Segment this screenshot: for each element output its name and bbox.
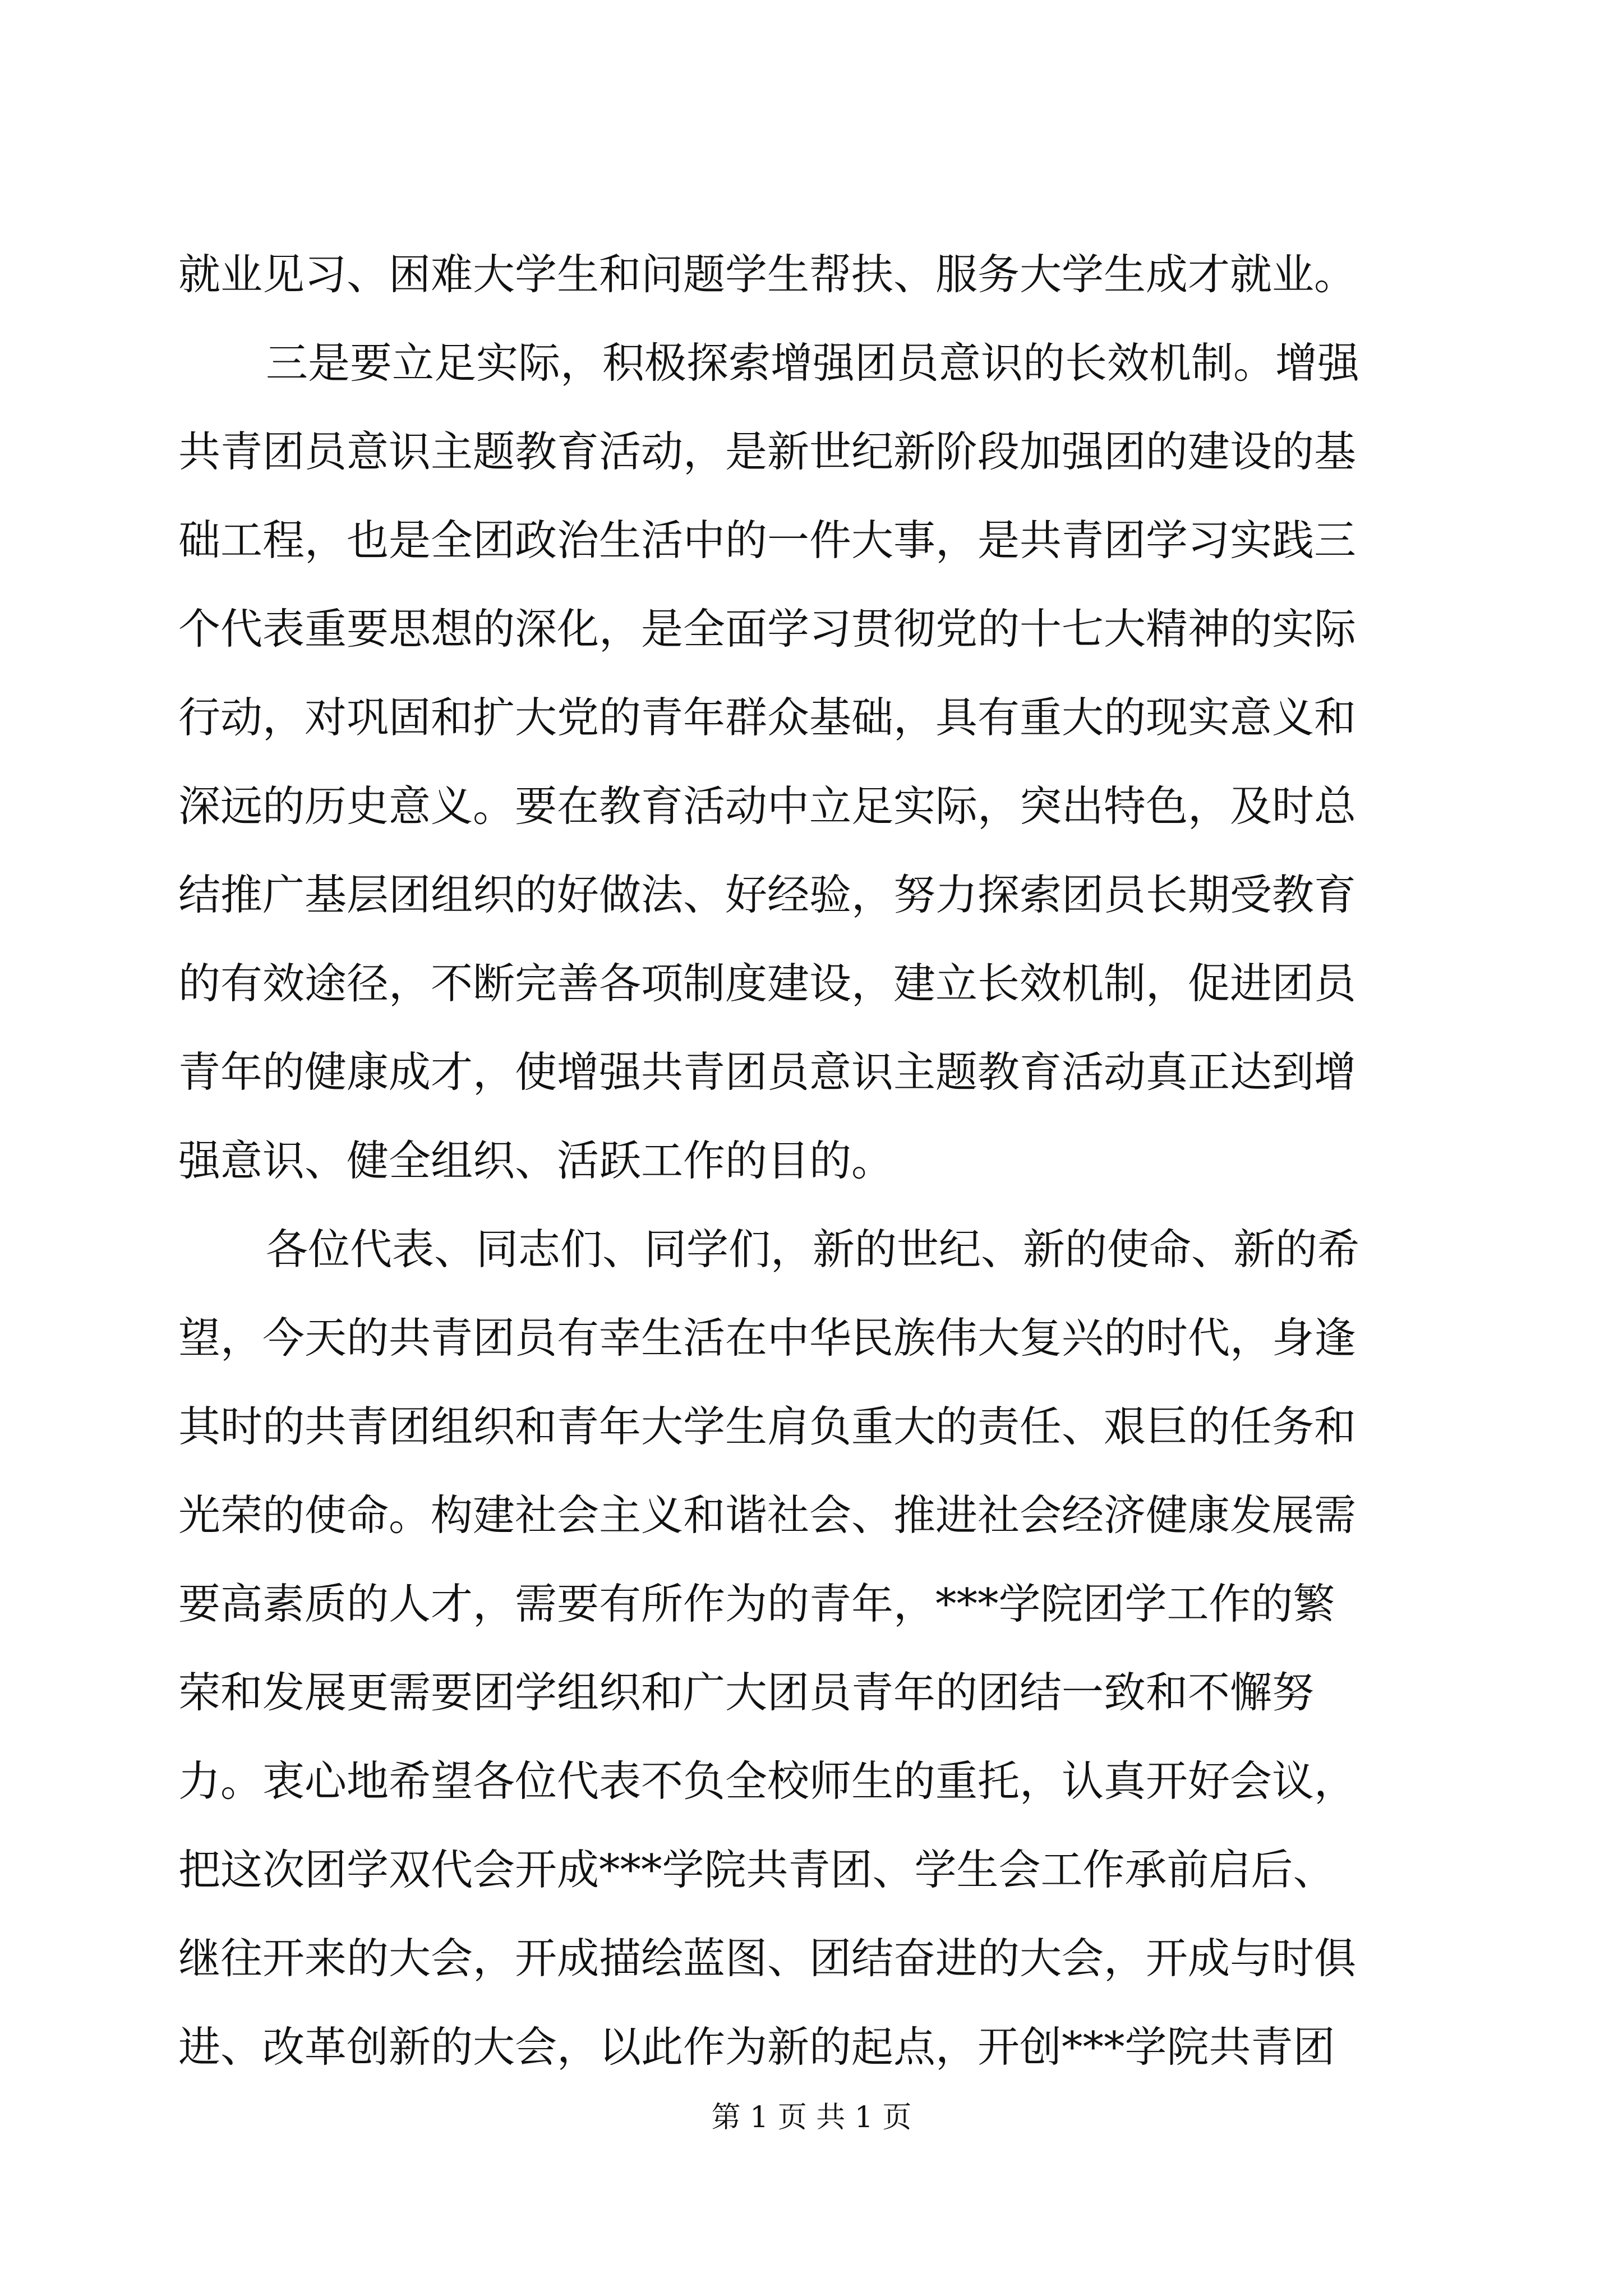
- paragraph-3-line-5: 要高素质的人才，需要有所作为的青年，***学院团学工作的繁: [178, 1579, 1335, 1628]
- paragraph-3-line-10: 进、改革创新的大会，以此作为新的起点，开创***学院共青团: [178, 2022, 1335, 2072]
- paragraph-2-line-4: 个代表重要思想的深化，是全面学习贯彻党的十七大精神的实际: [178, 604, 1357, 654]
- paragraph-2-line-5: 行动，对巩固和扩大党的青年群众基础，具有重大的现实意义和: [178, 693, 1357, 742]
- paragraph-2-line-9: 青年的健康成才，使增强共青团员意识主题教育活动真正达到增: [178, 1047, 1357, 1097]
- paragraph-2-line-10: 强意识、健全组织、活跃工作的目的。: [178, 1136, 894, 1185]
- paragraph-3-line-2: 望，今天的共青团员有幸生活在中华民族伟大复兴的时代，身逢: [178, 1313, 1357, 1363]
- paragraph-3-line-7: 力。衷心地希望各位代表不负全校师生的重托，认真开好会议，: [178, 1756, 1357, 1806]
- paragraph-3-line-6: 荣和发展更需要团学组织和广大团员青年的团结一致和不懈努: [178, 1668, 1315, 1717]
- paragraph-2-line-2: 共青团员意识主题教育活动，是新世纪新阶段加强团的建设的基: [178, 427, 1357, 476]
- page-number-footer: 第 1 页 共 1 页: [711, 2101, 912, 2134]
- paragraph-2-line-6: 深远的历史意义。要在教育活动中立足实际，突出特色，及时总: [178, 781, 1357, 831]
- paragraph-2-line-7: 结推广基层团组织的好做法、好经验，努力探索团员长期受教育: [178, 870, 1357, 919]
- paragraph-1-line-1: 就业见习、困难大学生和问题学生帮扶、服务大学生成才就业。: [178, 250, 1357, 299]
- paragraph-2-line-1: 三是要立足实际，积极探索增强团员意识的长效机制。增强: [266, 338, 1360, 388]
- paragraph-3-line-4: 光荣的使命。构建社会主义和谐社会、推进社会经济健康发展需: [178, 1490, 1357, 1540]
- paragraph-3-line-9: 继往开来的大会，开成描绘蓝图、团结奋进的大会，开成与时俱: [178, 1934, 1357, 1983]
- paragraph-2-line-8: 的有效途径，不断完善各项制度建设，建立长效机制，促进团员: [178, 959, 1357, 1008]
- paragraph-3-line-8: 把这次团学双代会开成***学院共青团、学生会工作承前启后、: [178, 1845, 1335, 1894]
- paragraph-2-line-3: 础工程，也是全团政治生活中的一件大事，是共青团学习实践三: [178, 516, 1357, 565]
- paragraph-3-line-3: 其时的共青团组织和青年大学生肩负重大的责任、艰巨的任务和: [178, 1402, 1357, 1451]
- paragraph-3-line-1: 各位代表、同志们、同学们，新的世纪、新的使命、新的希: [266, 1225, 1360, 1274]
